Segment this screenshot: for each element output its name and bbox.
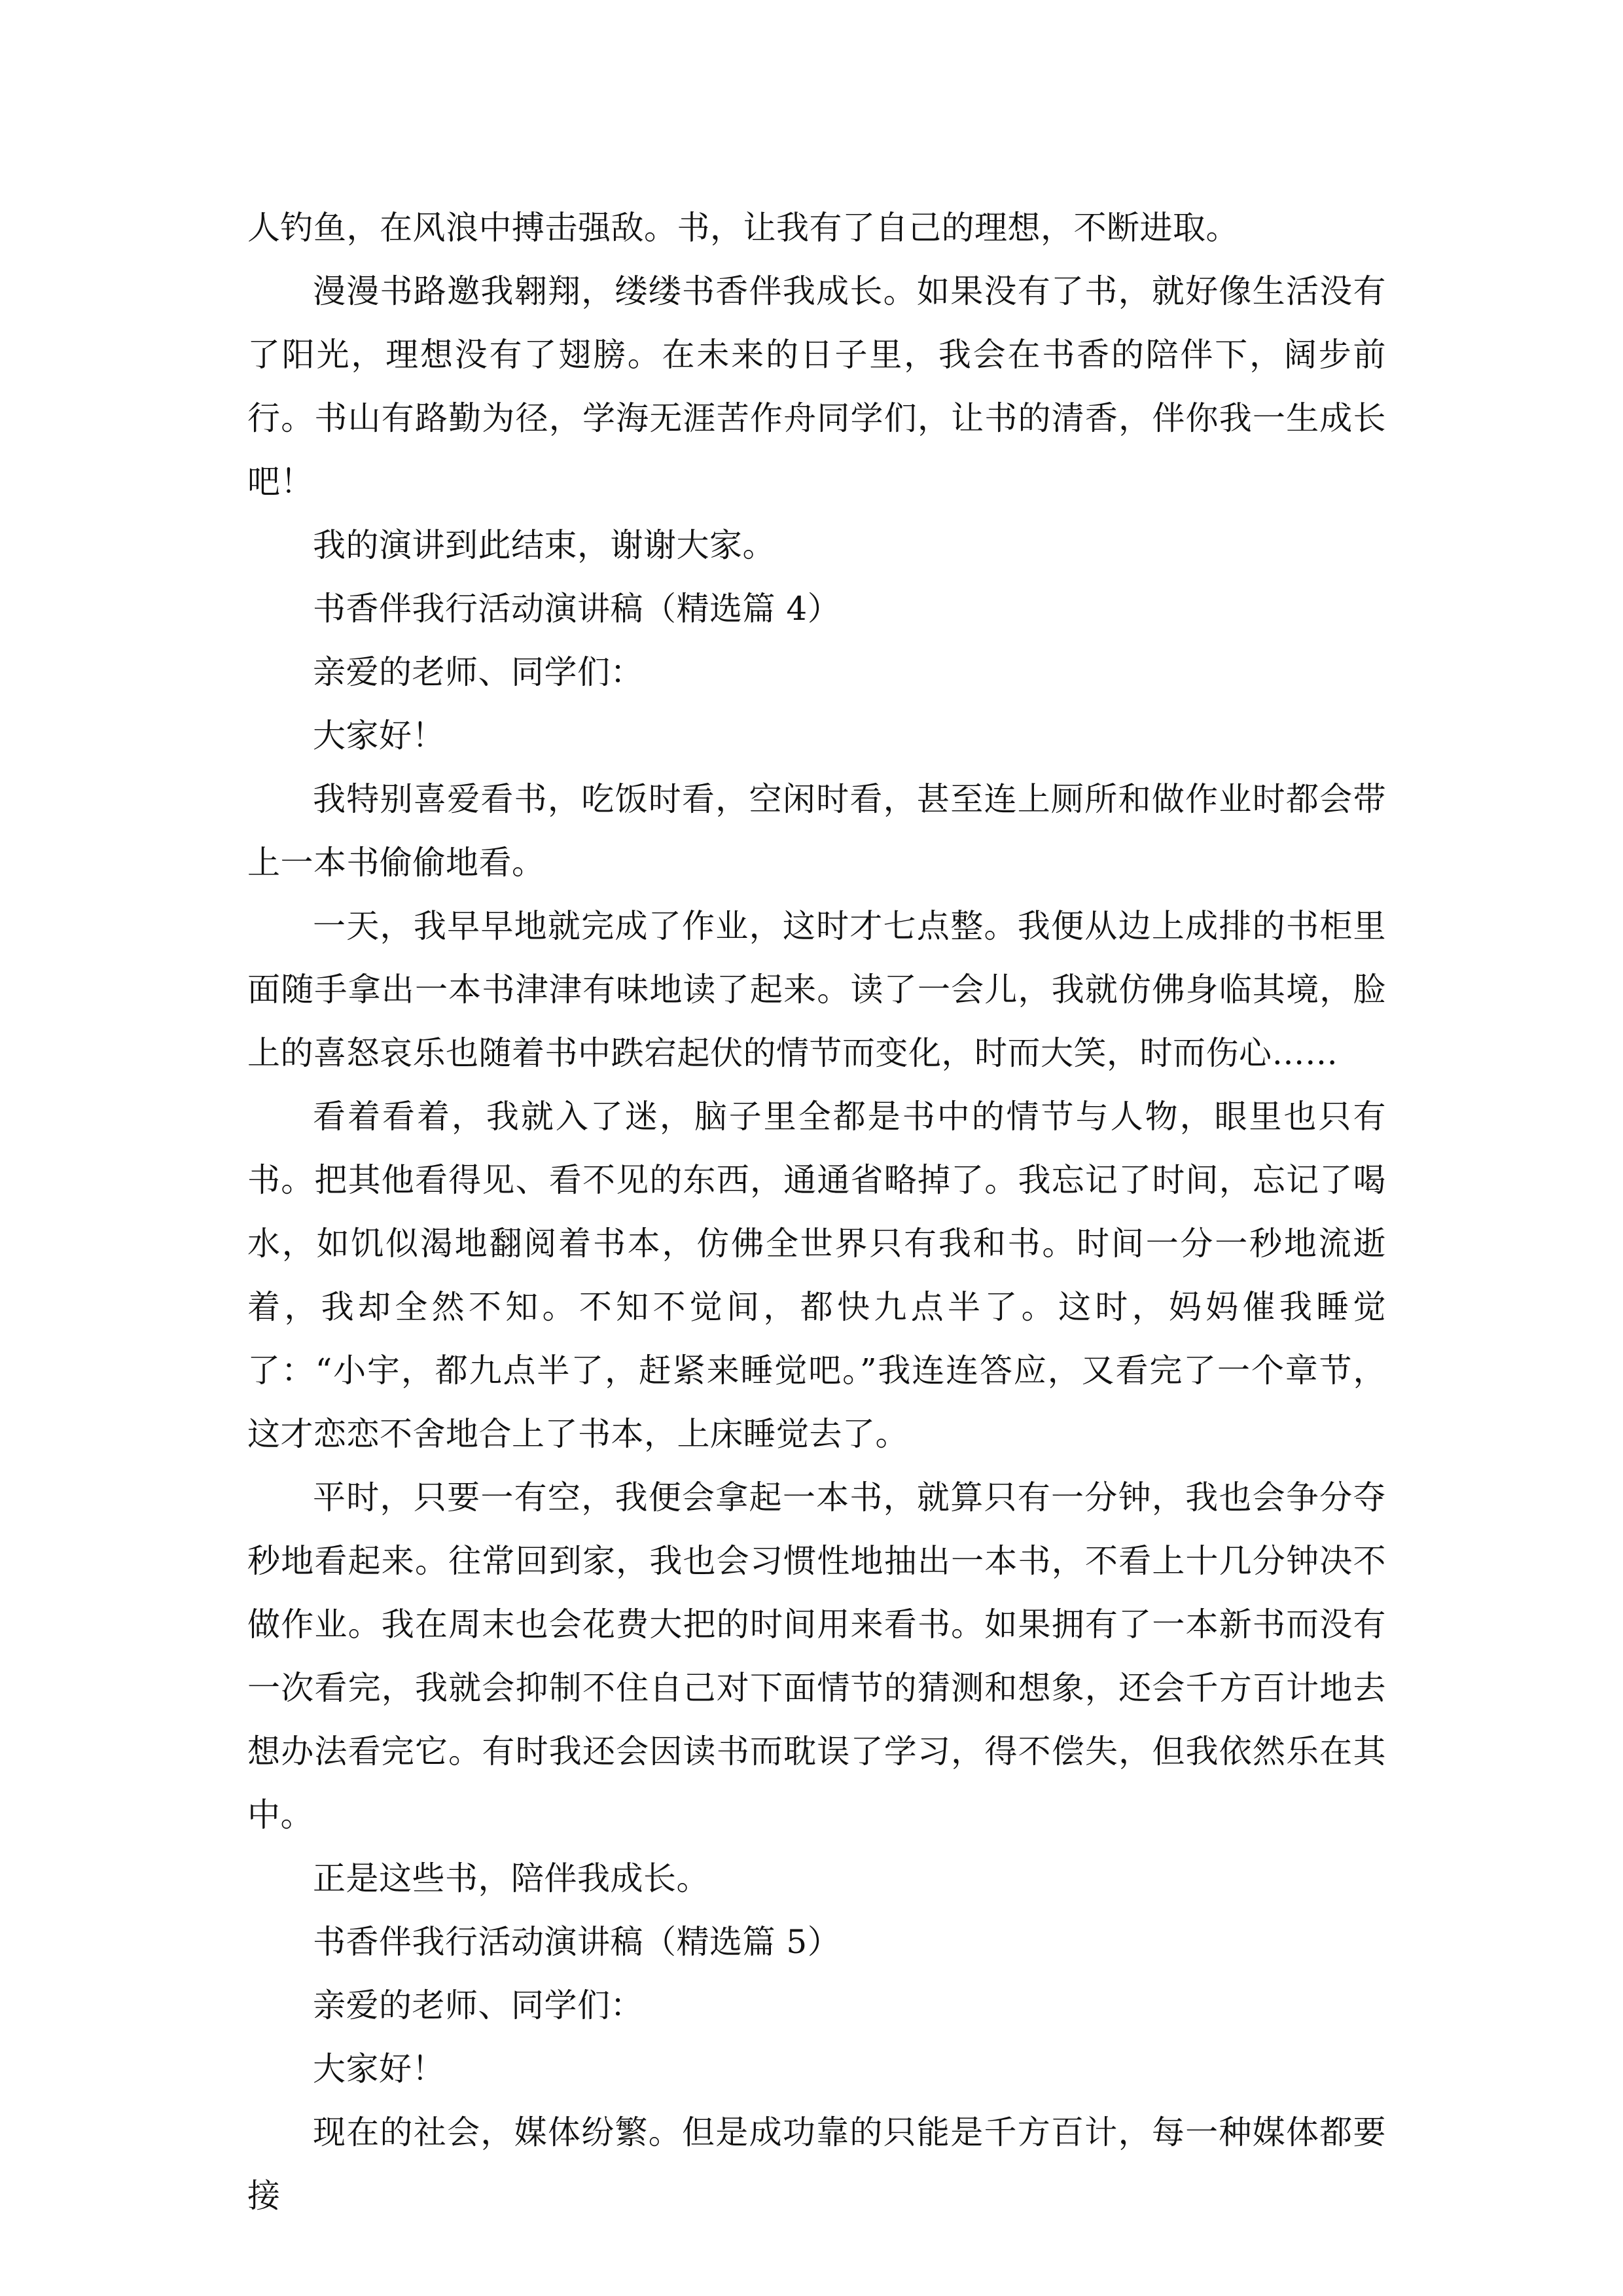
section-heading: 书香伴我行活动演讲稿（精选篇 5） [313, 1923, 841, 1961]
paragraph: 看着看着，我就入了迷，脑子里全都是书中的情节与人物，眼里也只有书。把其他看得见、看不见的东西，通通省略掉了。我忘记了时间，忘记了喝水，如饥似渴地翻阅着书本，仿佛全世界只有我和书。时间一分一秒地流逝着，我却全然不知。不知不觉间，都快九点半了。这时，妈妈催我睡觉了：“小宇，都九点半了，赶紧来睡觉吧。”我连连答应，又看完了一个章节，这才恋恋不舍地合上了书本，上床睡觉去了。 [247, 1098, 1386, 1453]
salutation: 亲爱的老师、同学们： [313, 653, 643, 691]
salutation: 亲爱的老师、同学们： [313, 1986, 643, 2024]
section-heading: 书香伴我行活动演讲稿（精选篇 4） [313, 590, 841, 628]
greeting: 大家好！ [313, 717, 445, 755]
paragraph: 漫漫书路邀我翱翔，缕缕书香伴我成长。如果没有了书，就好像生活没有了阳光，理想没有了翅膀。在未来的日子里，我会在书香的陪伴下，阔步前行。书山有路勤为径，学海无涯苦作舟同学们，让书的清香，伴你我一生成长吧！ [247, 272, 1386, 501]
greeting: 大家好！ [313, 2050, 445, 2088]
paragraph-continuation: 人钓鱼，在风浪中搏击强敌。书，让我有了自己的理想，不断进取。 [247, 209, 1239, 247]
paragraph: 我的演讲到此结束，谢谢大家。 [313, 526, 776, 564]
paragraph: 我特别喜爱看书，吃饭时看，空闲时看，甚至连上厕所和做作业时都会带上一本书偷偷地看。 [247, 780, 1386, 882]
document-body [247, 196, 1386, 2228]
paragraph: 正是这些书，陪伴我成长。 [313, 1859, 709, 1897]
paragraph: 一天，我早早地就完成了作业，这时才七点整。我便从边上成排的书柜里面随手拿出一本书津津有味地读了起来。读了一会儿，我就仿佛身临其境，脸上的喜怒哀乐也随着书中跌宕起伏的情节而变化，时而大笑，时而伤心…… [247, 907, 1386, 1072]
paragraph: 平时，只要一有空，我便会拿起一本书，就算只有一分钟，我也会争分夺秒地看起来。往常回到家，我也会习惯性地抽出一本书，不看上十几分钟决不做作业。我在周末也会花费大把的时间用来看书。如果拥有了一本新书而没有一次看完，我就会抑制不住自己对下面情节的猜测和想象，还会千方百计地去想办法看完它。有时我还会因读书而耽误了学习，得不偿失，但我依然乐在其中。 [247, 1479, 1386, 1834]
paragraph: 现在的社会，媒体纷繁。但是成功靠的只能是千方百计，每一种媒体都要接 [247, 2113, 1386, 2215]
